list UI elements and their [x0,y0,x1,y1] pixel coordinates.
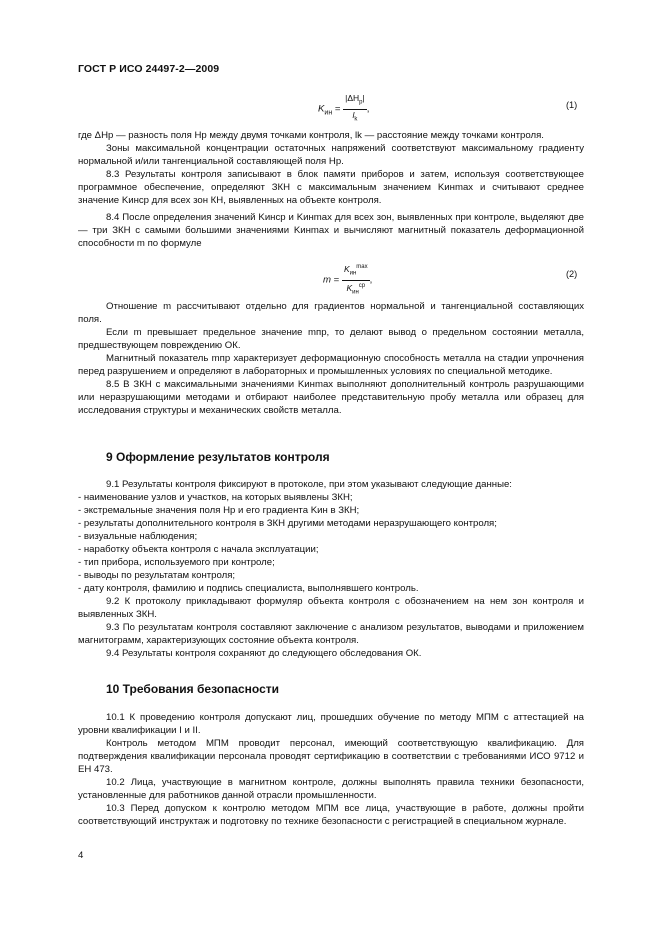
formula1-denominator [343,110,367,126]
list-item: - результаты дополнительного контроля в ЗКН другими методами неразрушающего контроля; [78,518,497,529]
formula1-number: (1) [566,100,578,110]
formula2-fraction [342,262,370,298]
formula1-fraction [343,93,367,125]
formula2-denominator-sup: ср [358,282,366,289]
formula2-tail: , [369,274,373,286]
magnetic-paragraph: Магнитный показатель mпр характеризует деформационную способность металла на стадии упрочнения перед разрушением и определяют в лабораторных и промышленных условиях по специальной методике. [78,353,584,377]
formula2-lhs: m [323,274,331,286]
formula1-numerator [343,93,367,110]
formula1-lhs-sub: ин [324,109,333,117]
section-10-body [78,711,584,828]
paragraph-8-5: 8.5 В ЗКН с максимальными значениями Kинmax выполняют дополнительный контроль разрушающими или неразрушающими методами и отбирают наиболее представительную пробу металла или образец для исследования структуры и механических свойств металла. [78,379,584,416]
document-header: ГОСТ Р ИСО 24497-2—2009 [78,63,220,75]
paragraph-9-2: 9.2 К протоколу прикладывают формуляр объекта контроля с обозначением на нем зон контроля и выявленных ЗКН. [78,596,584,620]
formula2-numerator-sup: max [356,264,368,270]
formula-2 [323,262,372,298]
limit-paragraph: Если m превышает предельное значение mпр, то делают вывод о предельном состоянии металла, предшествующем повреждению ОК. [78,327,584,351]
section-9-body [78,478,584,660]
formula1-numerator-end: | [362,93,365,103]
paragraph-9-3: 9.3 По результатам контроля составляют заключение с анализом результатов, выводами и приложением магнитограмм, характеризующих состояние объекта контроля. [78,622,584,646]
list-item: - выводы по результатам контроля; [78,570,236,581]
paragraph-10-2: 10.2 Лица, участвующие в магнитном контроле, должны выполнять правила техники безопасности, установленные для работников данной отрасли промышленности. [78,777,584,801]
zones-paragraph: Зоны максимальной концентрации остаточных напряжений соответствуют максимальному градиенту нормальной и/или тангенциальной составляющей поля Hp. [78,143,584,167]
section-9-title: 9 Оформление результатов контроля [106,450,330,464]
formula2-numerator [342,262,370,281]
list-item: - тип прибора, используемого при контроле; [78,557,275,568]
list-item: - наработку объекта контроля с начала эксплуатации; [78,544,319,555]
formula1-numerator-sub: p [359,99,363,106]
page-number: 4 [78,850,84,861]
formula2-eq: = [331,274,342,286]
list-item: - визуальные наблюдения; [78,531,198,542]
list-item: - экстремальные значения поля Hp и его градиента Kин в ЗКН; [78,505,360,516]
ratio-paragraph: Отношение m рассчитывают отдельно для градиентов нормальной и тангенциальной составляющих поля. [78,301,584,325]
list-item: - дату контроля, фамилию и подпись специалиста, выполнявшего контроль. [78,583,419,594]
formula2-numerator-text: K [343,263,350,274]
paragraphs-block-2 [78,300,584,417]
formula1-tail: , [366,103,370,115]
formula1-denominator-text: l [352,109,355,120]
paragraph-8-3: 8.3 Результаты контроля записывают в блок памяти приборов и затем, используя соответствующее программное обеспечение, определяют ЗКН с максимальным значением Kинmax и считывают среднее значение Kинср для всех зон КН, выявленных на объекте контроля. [78,169,584,206]
formula2-denominator-text: K [346,282,353,293]
list-item: - наименование узлов и участков, на которых выявлены ЗКН; [78,492,353,503]
paragraph-10-1b: Контроль методом МПМ проводит персонал, имеющий соответствующую квалификацию. Для подтверждения квалификации персонала проводят сертификацию в соответствии с требованиями ИСО 9712 и ЕН 473. [78,738,584,775]
formula2-number: (2) [566,269,578,279]
formula1-eq: = [332,103,344,115]
formula1-lhs: K [318,103,325,115]
paragraph-10-3: 10.3 Перед допуском к контролю методом МПМ все лица, участвующие в работе, должны пройти соответствующий инструктаж и подготовку по технике безопасности с регистрацией в специальном журнале. [78,803,584,827]
section-10-title: 10 Требования безопасности [106,682,280,696]
paragraphs-block-1 [78,129,584,250]
paragraph-10-1: 10.1 К проведению контроля допускают лиц, прошедших обучение по методу МПМ с аттестацией на уровни квалификации I и II. [78,712,584,736]
formula1-denominator-sub: k [354,116,358,123]
paragraph-9-4: 9.4 Результаты контроля сохраняют до следующего обследования ОК. [106,648,422,659]
formula1-numerator-text: |ΔH [345,93,360,103]
formula-1 [318,93,369,125]
paragraph-9-1: 9.1 Результаты контроля фиксируют в протоколе, при этом указывают следующие данные: [106,479,512,490]
where-paragraph: где ΔHp — разность поля Hp между двумя точками контроля, lk — расстояние между точками контроля. [78,130,544,141]
paragraph-8-4: 8.4 После определения значений Kинср и Kинmax для всех зон, выявленных при контроле, выделяют две — три ЗКН с самыми большими значениями Kинmax и вычисляют магнитный показатель деформационной способности m по формуле [78,212,584,249]
formula2-denominator [342,281,370,299]
formula2-denominator-sub: ин [352,289,359,296]
protocol-items-list [78,491,584,595]
formula2-numerator-sub: ин [349,270,357,277]
